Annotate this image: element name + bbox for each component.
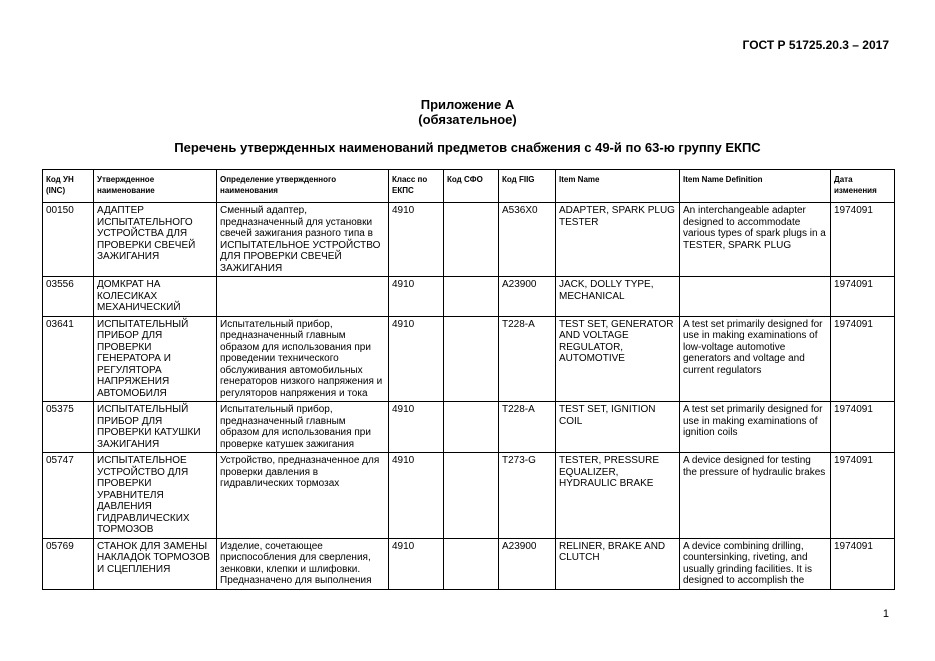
cell-item-def: A test set primarily designed for use in making examinations of ignition coils [680, 402, 831, 453]
cell-class: 4910 [389, 316, 444, 402]
col-header-item-def: Item Name Definition [680, 170, 831, 203]
cell-date: 1974091 [831, 538, 895, 589]
cell-class: 4910 [389, 538, 444, 589]
standard-number: ГОСТ Р 51725.20.3 – 2017 [742, 38, 889, 52]
cell-definition: Устройство, предназначенное для проверки давления в гидравлических тормозах [217, 453, 389, 539]
table-heading: Перечень утвержденных наименований предметов снабжения с 49-й по 63-ю группу ЕКПС [174, 140, 761, 155]
appendix-title: Приложение А [420, 97, 515, 112]
cell-fiig: T273-G [499, 453, 556, 539]
cell-name: ИСПЫТАТЕЛЬНОЕ УСТРОЙСТВО ДЛЯ ПРОВЕРКИ УРАВНИТЕЛЯ ДАВЛЕНИЯ ГИДРАВЛИЧЕСКИХ ТОРМОЗОВ [94, 453, 217, 539]
page-number: 1 [882, 608, 889, 620]
cell-date: 1974091 [831, 203, 895, 277]
col-header-fiig: Код FIIG [499, 170, 556, 203]
cell-class: 4910 [389, 277, 444, 317]
cell-item-name: ADAPTER, SPARK PLUG TESTER [556, 203, 680, 277]
cell-fiig: A23900 [499, 538, 556, 589]
cell-sfo [444, 453, 499, 539]
cell-definition: Изделие, сочетающее приспособления для сверления, зенковки, клепки и шлифовки. Предназначено для выполнения [217, 538, 389, 589]
cell-definition: Сменный адаптер, предназначенный для установки свечей зажигания разного типа в ИСПЫТАТЕЛЬНОЕ УСТРОЙСТВО ДЛЯ ПРОВЕРКИ СВЕЧЕЙ ЗАЖИГАНИЯ [217, 203, 389, 277]
table-row [43, 453, 895, 539]
col-header-definition: Определение утвержденного наименования [217, 170, 389, 203]
cell-date: 1974091 [831, 453, 895, 539]
appendix-status: (обязательное) [418, 112, 517, 127]
table-row [43, 277, 895, 317]
col-header-name: Утвержденное наименование [94, 170, 217, 203]
table-header-row [43, 170, 895, 203]
cell-item-def: An interchangeable adapter designed to accommodate various types of spark plugs in a TESTER, SPARK PLUG [680, 203, 831, 277]
cell-item-name: TESTER, PRESSURE EQUALIZER, HYDRAULIC BRAKE [556, 453, 680, 539]
cell-sfo [444, 402, 499, 453]
cell-code: 05769 [43, 538, 94, 589]
cell-item-name: RELINER, BRAKE AND CLUTCH [556, 538, 680, 589]
cell-item-def: A test set primarily designed for use in making examinations of low-voltage automotive generators and voltage and current regulators [680, 316, 831, 402]
cell-item-def: A device designed for testing the pressure of hydraulic brakes [680, 453, 831, 539]
cell-definition [217, 277, 389, 317]
cell-definition: Испытательный прибор, предназначенный главным образом для использования при проведении технического обслуживания автомобильных генераторов низкого напряжения и регуляторов напряжения и тока [217, 316, 389, 402]
cell-item-name: TEST SET, IGNITION COIL [556, 402, 680, 453]
cell-name: ИСПЫТАТЕЛЬНЫЙ ПРИБОР ДЛЯ ПРОВЕРКИ ГЕНЕРАТОРА И РЕГУЛЯТОРА НАПРЯЖЕНИЯ АВТОМОБИЛЯ [94, 316, 217, 402]
cell-code: 03641 [43, 316, 94, 402]
title-block [0, 97, 935, 155]
cell-definition: Испытательный прибор, предназначенный главным образом для использования при проверке катушек зажигания [217, 402, 389, 453]
cell-name: ДОМКРАТ НА КОЛЕСИКАХ МЕХАНИЧЕСКИЙ [94, 277, 217, 317]
col-header-date: Дата изменения [831, 170, 895, 203]
cell-fiig: A536X0 [499, 203, 556, 277]
cell-date: 1974091 [831, 402, 895, 453]
cell-fiig: T228-A [499, 316, 556, 402]
cell-fiig: T228-A [499, 402, 556, 453]
cell-item-def [680, 277, 831, 317]
items-table [42, 169, 895, 590]
cell-sfo [444, 203, 499, 277]
cell-code: 05747 [43, 453, 94, 539]
cell-date: 1974091 [831, 316, 895, 402]
cell-name: СТАНОК ДЛЯ ЗАМЕНЫ НАКЛАДОК ТОРМОЗОВ И СЦЕПЛЕНИЯ [94, 538, 217, 589]
cell-item-name: JACK, DOLLY TYPE, MECHANICAL [556, 277, 680, 317]
cell-code: 03556 [43, 277, 94, 317]
cell-class: 4910 [389, 402, 444, 453]
col-header-sfo: Код СФО [444, 170, 499, 203]
cell-date: 1974091 [831, 277, 895, 317]
cell-fiig: A23900 [499, 277, 556, 317]
cell-class: 4910 [389, 453, 444, 539]
cell-item-def: A device combining drilling, countersinking, riveting, and usually grinding facilities. It is designed to accomplish the [680, 538, 831, 589]
col-header-class: Класс по ЕКПС [389, 170, 444, 203]
cell-name: ИСПЫТАТЕЛЬНЫЙ ПРИБОР ДЛЯ ПРОВЕРКИ КАТУШКИ ЗАЖИГАНИЯ [94, 402, 217, 453]
cell-sfo [444, 316, 499, 402]
cell-code: 00150 [43, 203, 94, 277]
table-row [43, 316, 895, 402]
col-header-item-name: Item Name [556, 170, 680, 203]
table-row [43, 203, 895, 277]
cell-code: 05375 [43, 402, 94, 453]
col-header-code: Код УН (INC) [43, 170, 94, 203]
cell-class: 4910 [389, 203, 444, 277]
cell-item-name: TEST SET, GENERATOR AND VOLTAGE REGULATOR, AUTOMOTIVE [556, 316, 680, 402]
cell-sfo [444, 538, 499, 589]
cell-name: АДАПТЕР ИСПЫТАТЕЛЬНОГО УСТРОЙСТВА ДЛЯ ПРОВЕРКИ СВЕЧЕЙ ЗАЖИГАНИЯ [94, 203, 217, 277]
cell-sfo [444, 277, 499, 317]
table-row [43, 538, 895, 589]
table-row [43, 402, 895, 453]
